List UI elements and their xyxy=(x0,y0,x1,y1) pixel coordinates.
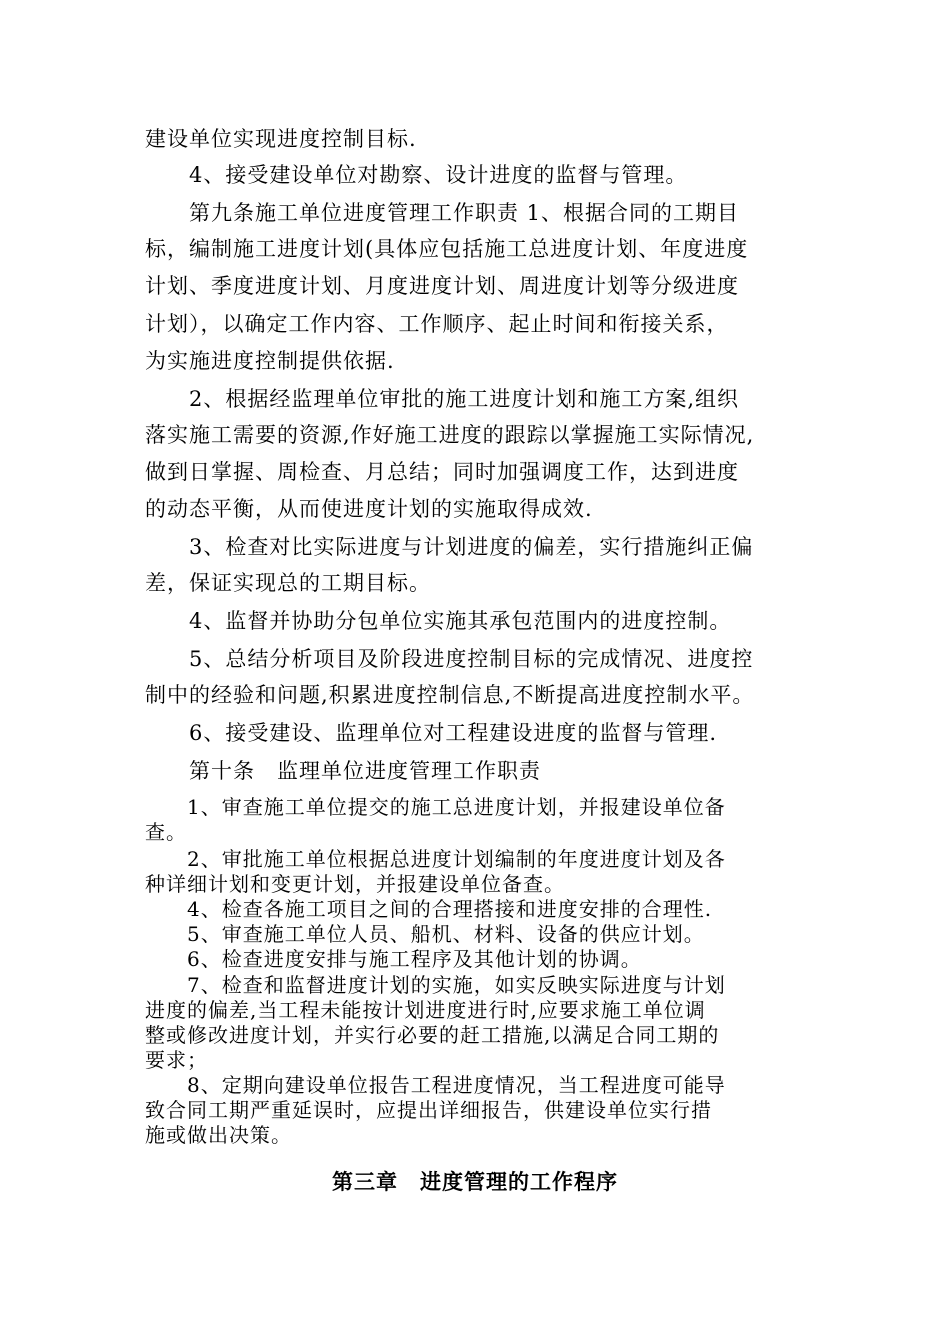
text-line: 种详细计划和变更计划，并报建设单位备查。 xyxy=(145,872,565,896)
text-line: 计划、季度进度计划、月度进度计划、周进度计划等分级进度 xyxy=(145,274,739,298)
text-line: 进度的偏差,当工程未能按计划进度进行时,应要求施工单位调 xyxy=(145,998,706,1022)
text-line: 要求； xyxy=(145,1048,208,1072)
section-heading: 第十条 监理单位进度管理工作职责 xyxy=(145,759,541,783)
text-line: 8、定期向建设单位报告工程进度情况，当工程进度可能导 xyxy=(145,1073,726,1097)
text-line: 2、根据经监理单位审批的施工进度计划和施工方案,组织 xyxy=(145,387,740,411)
text-line: 6、接受建设、监理单位对工程建设进度的监督与管理. xyxy=(145,721,718,745)
text-line: 6、检查进度安排与施工程序及其他计划的协调。 xyxy=(145,947,642,971)
text-line: 整或修改进度计划，并实行必要的赶工措施,以满足合同工期的 xyxy=(145,1023,720,1047)
text-line: 做到日掌握、周检查、月总结；同时加强调度工作，达到进度 xyxy=(145,460,739,484)
text-line: 为实施进度控制提供依据. xyxy=(145,349,395,373)
text-line: 标，编制施工进度计划(具体应包括施工总进度计划、年度进度 xyxy=(145,237,749,261)
text-line: 计划），以确定工作内容、工作顺序、起止时间和衔接关系， xyxy=(145,312,729,336)
text-line: 2、审批施工单位根据总进度计划编制的年度进度计划及各 xyxy=(145,847,726,871)
text-line: 5、审查施工单位人员、船机、材料、设备的供应计划。 xyxy=(145,922,705,946)
text-line: 1、审查施工单位提交的施工总进度计划，并报建设单位备 xyxy=(145,795,726,819)
text-line: 建设单位实现进度控制目标. xyxy=(145,127,417,151)
text-line: 4、监督并协助分包单位实施其承包范围内的进度控制。 xyxy=(145,609,732,633)
text-line: 5、总结分析项目及阶段进度控制目标的完成情况、进度控 xyxy=(145,647,754,671)
text-line: 落实施工需要的资源,作好施工进度的跟踪以掌握施工实际情况, xyxy=(145,423,755,447)
text-line: 致合同工期严重延误时，应提出详细报告，供建设单位实行措 xyxy=(145,1098,712,1122)
text-line: 查。 xyxy=(145,820,187,844)
chapter-heading: 第三章 进度管理的工作程序 xyxy=(332,1170,618,1194)
text-line: 的动态平衡，从而使进度计划的实施取得成效. xyxy=(145,497,593,521)
text-line: 施或做出决策。 xyxy=(145,1123,292,1147)
text-line: 第九条施工单位进度管理工作职责 1、根据合同的工期目 xyxy=(145,201,740,225)
text-line: 3、检查对比实际进度与计划进度的偏差，实行措施纠正偏 xyxy=(145,535,754,559)
text-line: 差，保证实现总的工期目标。 xyxy=(145,571,431,595)
text-line: 4、接受建设单位对勘察、设计进度的监督与管理。 xyxy=(145,163,688,187)
text-line: 4、检查各施工项目之间的合理搭接和进度安排的合理性. xyxy=(145,897,713,921)
text-line: 7、检查和监督进度计划的实施，如实反映实际进度与计划 xyxy=(145,973,726,997)
text-line: 制中的经验和问题,积累进度控制信息,不断提高进度控制水平。 xyxy=(145,683,755,707)
